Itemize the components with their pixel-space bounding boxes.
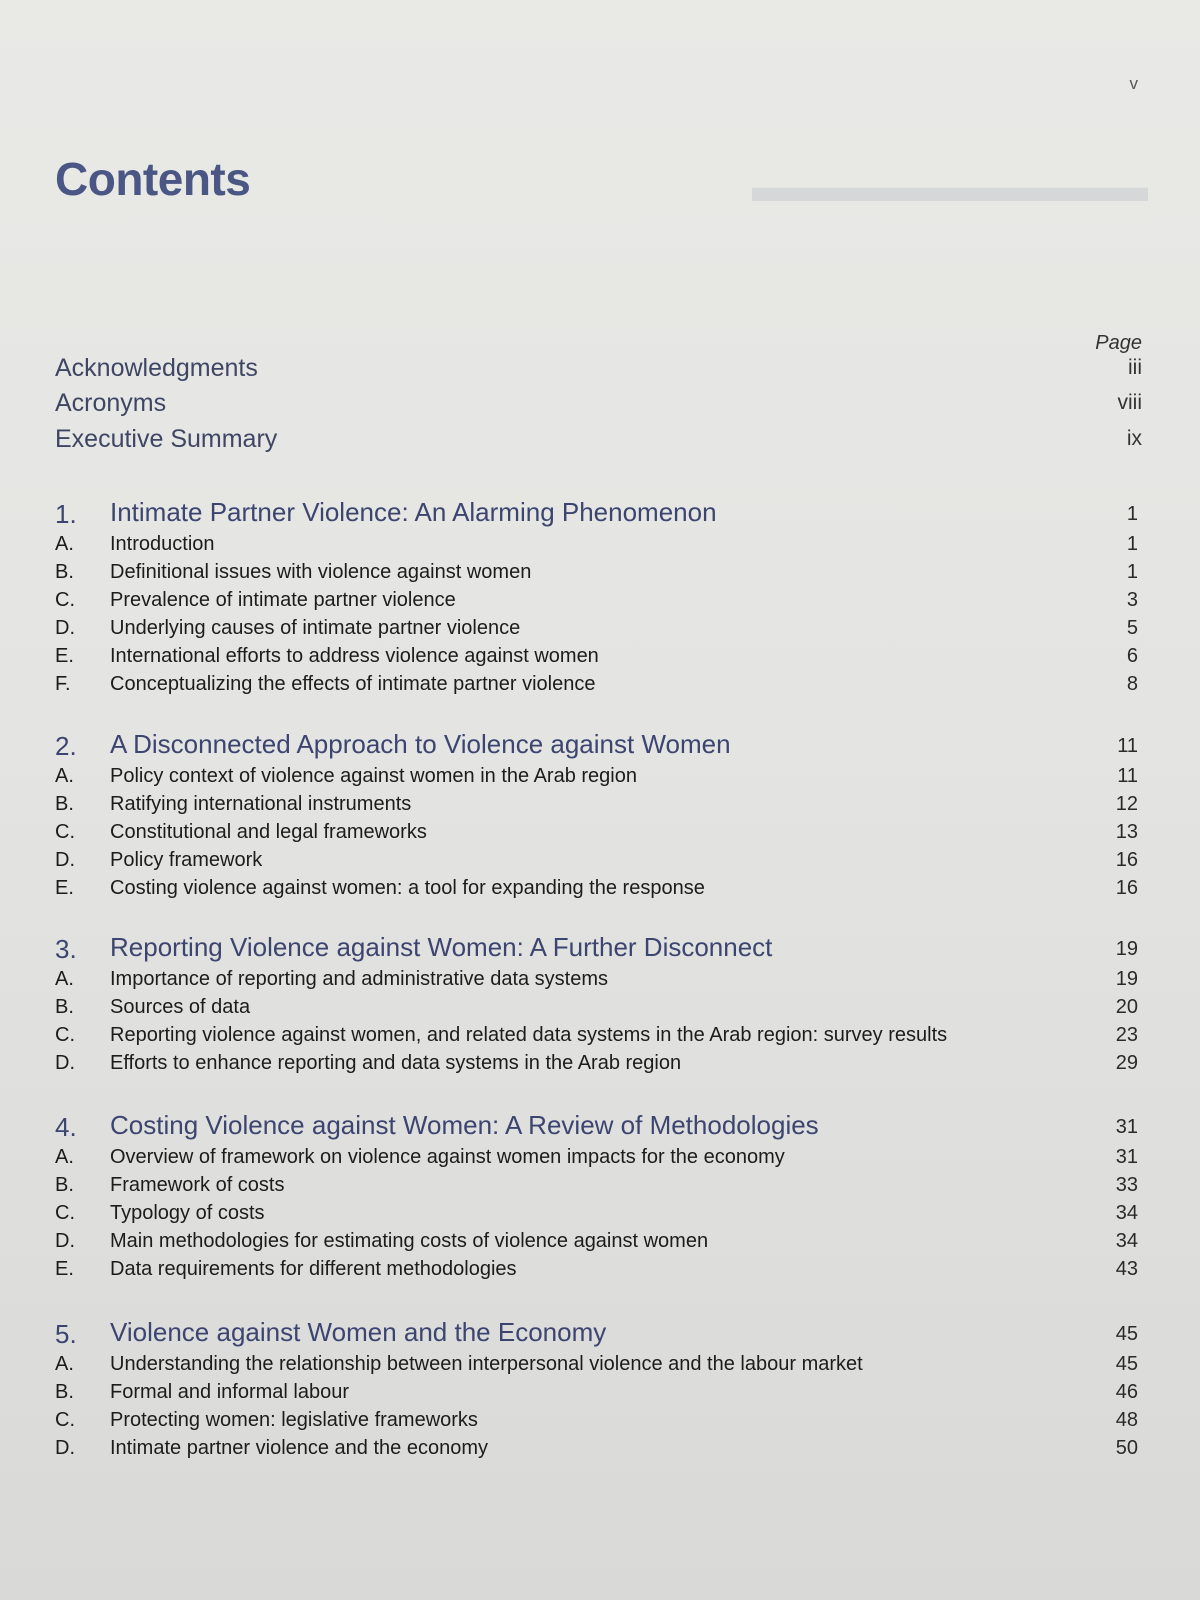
section-letter: E. (55, 645, 74, 667)
toc-section[interactable] (55, 1230, 1142, 1258)
toc-section[interactable] (55, 617, 1142, 645)
section-title: International efforts to address violence against women (110, 645, 599, 667)
section-letter: B. (55, 561, 74, 583)
toc-entry-title: Acronyms (55, 389, 167, 417)
toc-page-number: 23 (1115, 1024, 1138, 1046)
section-title: Costing violence against women: a tool for expanding the response (110, 877, 705, 899)
toc-page-number: 16 (1115, 849, 1138, 871)
toc-section[interactable] (55, 1202, 1142, 1230)
page-title: Contents (55, 153, 251, 205)
chapter-title: Costing Violence against Women: A Review of Methodologies (110, 1110, 819, 1140)
chapter-number: 1. (55, 499, 77, 529)
section-letter: C. (55, 1202, 75, 1224)
toc-section[interactable] (55, 877, 1142, 905)
section-letter: B. (55, 793, 74, 815)
toc-page-number: iii (1128, 356, 1142, 379)
toc-section[interactable] (55, 1052, 1142, 1080)
page-number: v (1129, 74, 1138, 93)
toc-page-number: 1 (1126, 561, 1138, 583)
section-letter: D. (55, 849, 75, 871)
section-title: Main methodologies for estimating costs of violence against women (110, 1230, 709, 1252)
section-letter: C. (55, 589, 75, 611)
toc-front-matter-item[interactable] (55, 425, 1142, 459)
section-letter: B. (55, 996, 74, 1018)
section-title: Importance of reporting and administrative data systems (110, 968, 609, 990)
toc-page-number: 31 (1115, 1146, 1138, 1168)
toc-section[interactable] (55, 1353, 1142, 1381)
toc-chapter-heading[interactable] (55, 497, 1142, 533)
section-title: Constitutional and legal frameworks (110, 821, 427, 843)
toc-page-number: viii (1117, 391, 1142, 414)
toc-page-number: 45 (1115, 1323, 1138, 1345)
toc-section[interactable] (55, 1024, 1142, 1052)
section-title: Policy context of violence against women in the Arab region (110, 765, 637, 787)
section-title: Efforts to enhance reporting and data systems in the Arab region (110, 1052, 682, 1074)
toc-page-number: 19 (1115, 968, 1138, 990)
toc-page-number: 46 (1115, 1381, 1138, 1403)
section-letter: D. (55, 1230, 75, 1252)
section-title: Reporting violence against women, and related data systems in the Arab region: survey results (110, 1024, 948, 1046)
chapter-number: 2. (55, 731, 77, 761)
toc-section[interactable] (55, 673, 1142, 701)
toc-entry-title: Executive Summary (55, 425, 278, 453)
toc-page-number: 34 (1115, 1202, 1138, 1224)
chapter-title: Violence against Women and the Economy (110, 1317, 607, 1347)
toc-chapter-heading[interactable] (55, 932, 1142, 968)
section-letter: D. (55, 1437, 75, 1459)
toc-page-number: 1 (1126, 533, 1138, 555)
toc-page-number: 13 (1115, 821, 1138, 843)
toc-page-number: 3 (1126, 589, 1138, 611)
section-letter: E. (55, 877, 74, 899)
toc-chapter (55, 1110, 1142, 1286)
bleed-through-shadow: ▬▬▬▬▬▬▬▬▬ (752, 162, 1148, 211)
section-title: Framework of costs (110, 1174, 285, 1196)
toc-front-matter-item[interactable] (55, 389, 1142, 423)
section-letter: C. (55, 1024, 75, 1046)
section-title: Conceptualizing the effects of intimate partner violence (110, 673, 596, 695)
toc-section[interactable] (55, 645, 1142, 673)
toc-page-number: 19 (1115, 938, 1138, 960)
chapter-title: A Disconnected Approach to Violence against Women (110, 729, 731, 759)
section-title: Sources of data (110, 996, 251, 1018)
section-letter: D. (55, 617, 75, 639)
section-title: Intimate partner violence and the economy (110, 1437, 488, 1459)
toc-chapter (55, 1317, 1142, 1465)
chapter-title: Reporting Violence against Women: A Further Disconnect (110, 932, 773, 962)
toc-page-number: 48 (1115, 1409, 1138, 1431)
toc-section[interactable] (55, 793, 1142, 821)
toc-page-number: 20 (1115, 996, 1138, 1018)
toc-chapter (55, 932, 1142, 1080)
toc-section[interactable] (55, 561, 1142, 589)
toc-chapter (55, 729, 1142, 905)
chapter-number: 4. (55, 1112, 77, 1142)
toc-section[interactable] (55, 1174, 1142, 1202)
chapter-number: 3. (55, 934, 77, 964)
toc-section[interactable] (55, 1146, 1142, 1174)
section-title: Introduction (110, 533, 215, 555)
toc-chapter-heading[interactable] (55, 1317, 1142, 1353)
toc-chapter (55, 497, 1142, 701)
section-letter: A. (55, 765, 74, 787)
section-title: Protecting women: legislative frameworks (110, 1409, 478, 1431)
toc-page-number: 43 (1115, 1258, 1138, 1280)
section-title: Data requirements for different methodologies (110, 1258, 517, 1280)
chapter-number: 5. (55, 1319, 77, 1349)
toc-section[interactable] (55, 533, 1142, 561)
section-title: Prevalence of intimate partner violence (110, 589, 456, 611)
toc-entry-title: Acknowledgments (55, 354, 258, 382)
section-letter: D. (55, 1052, 75, 1074)
toc-page-number: 11 (1117, 735, 1138, 757)
toc-page-number: 50 (1115, 1437, 1138, 1459)
section-letter: C. (55, 1409, 75, 1431)
section-letter: A. (55, 968, 74, 990)
toc-page-number: 8 (1126, 673, 1138, 695)
toc-section[interactable] (55, 821, 1142, 849)
toc-page-number: 34 (1115, 1230, 1138, 1252)
section-letter: A. (55, 533, 74, 555)
section-title: Formal and informal labour (110, 1381, 349, 1403)
toc-section[interactable] (55, 1381, 1142, 1409)
toc-page-number: 29 (1115, 1052, 1138, 1074)
toc-page-number: 12 (1115, 793, 1138, 815)
section-title: Underlying causes of intimate partner violence (110, 617, 521, 639)
toc-section[interactable] (55, 765, 1142, 793)
toc-page-number: 31 (1115, 1116, 1138, 1138)
toc-section[interactable] (55, 589, 1142, 617)
toc-page-number: 11 (1117, 765, 1138, 787)
section-title: Definitional issues with violence against women (110, 561, 532, 583)
toc-section[interactable] (55, 849, 1142, 877)
toc-page-number: 6 (1126, 645, 1138, 667)
section-letter: F. (55, 673, 71, 695)
toc-page-number: 1 (1126, 503, 1138, 525)
toc-section[interactable] (55, 1409, 1142, 1437)
section-letter: E. (55, 1258, 74, 1280)
toc-page-number: 33 (1115, 1174, 1138, 1196)
chapter-title: Intimate Partner Violence: An Alarming Phenomenon (110, 497, 717, 527)
toc-section[interactable] (55, 968, 1142, 996)
section-letter: A. (55, 1353, 74, 1375)
toc-page-number: ix (1126, 427, 1142, 450)
section-letter: C. (55, 821, 75, 843)
toc-page-number: 16 (1115, 877, 1138, 899)
section-title: Typology of costs (110, 1202, 265, 1224)
section-letter: A. (55, 1146, 74, 1168)
section-letter: B. (55, 1174, 74, 1196)
toc-section[interactable] (55, 996, 1142, 1024)
toc-page-number: 5 (1126, 617, 1138, 639)
page-column-label: Page (1095, 332, 1142, 354)
toc-chapter-heading[interactable] (55, 729, 1142, 765)
section-title: Understanding the relationship between interpersonal violence and the labour market (110, 1353, 863, 1375)
section-title: Policy framework (110, 849, 263, 871)
toc-section[interactable] (55, 1258, 1142, 1286)
toc-front-matter-item[interactable] (55, 354, 1142, 388)
section-letter: B. (55, 1381, 74, 1403)
toc-page-number: 45 (1115, 1353, 1138, 1375)
toc-section[interactable] (55, 1437, 1142, 1465)
section-title: Overview of framework on violence against women impacts for the economy (110, 1146, 785, 1168)
toc-chapter-heading[interactable] (55, 1110, 1142, 1146)
section-title: Ratifying international instruments (110, 793, 412, 815)
